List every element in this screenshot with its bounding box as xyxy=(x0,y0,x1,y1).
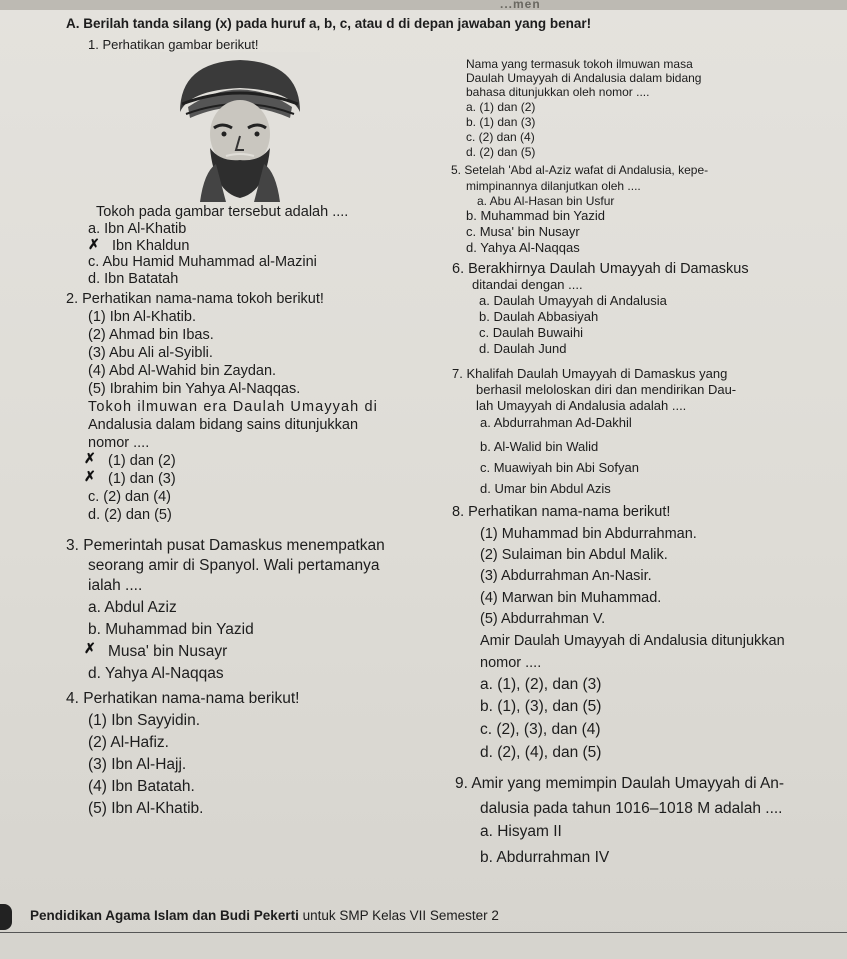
q2-stem: 2. Perhatikan nama-nama tokoh berikut! xyxy=(66,291,324,307)
q8-item-1: (1) Muhammad bin Abdurrahman. xyxy=(480,526,697,542)
footer-title: Pendidikan Agama Islam dan Budi Pekerti xyxy=(30,908,299,923)
page-tab xyxy=(0,904,12,930)
q8-line-2: nomor .... xyxy=(480,655,542,671)
q8-stem: 8. Perhatikan nama-nama berikut! xyxy=(452,504,671,520)
q1c-option-c[interactable]: c. (2) dan (4) xyxy=(466,130,535,144)
q5-option-d[interactable]: d. Yahya Al-Naqqas xyxy=(466,240,580,255)
q1-option-a[interactable]: a. Ibn Al-Khatib xyxy=(88,221,187,237)
section-instruction: A. Berilah tanda silang (x) pada huruf a, b, c, atau d di depan jawaban yang benar! xyxy=(66,16,592,31)
q4-item-1: (1) Ibn Sayyidin. xyxy=(88,712,200,729)
q7-line-2: berhasil meloloskan diri dan mendirikan Dau- xyxy=(476,382,737,397)
q6-line-2: ditandai dengan .... xyxy=(472,277,583,292)
book-footer xyxy=(30,909,499,923)
q1-option-d[interactable]: d. Ibn Batatah xyxy=(88,271,179,287)
top-band xyxy=(0,0,847,10)
q7-line-1: 7. Khalifah Daulah Umayyah di Damaskus yang xyxy=(452,366,728,381)
q9-option-a[interactable]: a. Hisyam II xyxy=(480,823,562,840)
q1c-line-1: Nama yang termasuk tokoh ilmuwan masa xyxy=(466,57,693,71)
q2-question-line-1: Tokoh ilmuwan era Daulah Umayyah di xyxy=(88,399,378,415)
q5-option-c[interactable]: c. Musa' bin Nusayr xyxy=(466,224,580,239)
footer-subtitle: untuk SMP Kelas VII Semester 2 xyxy=(298,908,499,923)
q4-item-3: (3) Ibn Al-Hajj. xyxy=(88,756,187,773)
q7-option-c[interactable]: c. Muawiyah bin Abi Sofyan xyxy=(480,460,639,475)
scholar-portrait xyxy=(160,52,320,202)
q1c-option-a[interactable]: a. (1) dan (2) xyxy=(466,100,536,114)
q8-item-5: (5) Abdurrahman V. xyxy=(480,611,606,627)
q8-line-1: Amir Daulah Umayyah di Andalusia ditunjukkan xyxy=(480,633,785,649)
cross-mark-icon: ✗ xyxy=(84,640,96,656)
q2-item-3: (3) Abu Ali al-Syibli. xyxy=(88,345,213,361)
q2-option-c[interactable]: c. (2) dan (4) xyxy=(88,489,171,505)
q1c-line-3: bahasa ditunjukkan oleh nomor .... xyxy=(466,85,650,99)
q5-line-2: mimpinannya dilanjutkan oleh .... xyxy=(466,179,641,193)
cross-mark-icon: ✗ xyxy=(88,236,100,252)
q8-option-b[interactable]: b. (1), (3), dan (5) xyxy=(480,698,602,715)
q2-option-a[interactable]: (1) dan (2) xyxy=(108,453,176,469)
q8-option-a[interactable]: a. (1), (2), dan (3) xyxy=(480,676,602,693)
footer-rule xyxy=(0,932,847,933)
q8-item-2: (2) Sulaiman bin Abdul Malik. xyxy=(480,547,668,563)
q2-question-line-2: Andalusia dalam bidang sains ditunjukkan xyxy=(88,417,359,433)
q2-item-1: (1) Ibn Al-Khatib. xyxy=(88,309,196,325)
q6-option-a[interactable]: a. Daulah Umayyah di Andalusia xyxy=(479,293,667,308)
q1-option-c[interactable]: c. Abu Hamid Muhammad al-Mazini xyxy=(88,254,317,270)
q1-caption: Tokoh pada gambar tersebut adalah .... xyxy=(96,204,349,220)
q8-option-c[interactable]: c. (2), (3), dan (4) xyxy=(480,721,601,738)
q7-option-b[interactable]: b. Al-Walid bin Walid xyxy=(480,439,599,454)
q2-question-line-3: nomor .... xyxy=(88,435,150,451)
q2-option-b[interactable]: (1) dan (3) xyxy=(108,471,176,487)
q3-option-b[interactable]: b. Muhammad bin Yazid xyxy=(88,621,254,638)
q9-line-2: dalusia pada tahun 1016–1018 M adalah .... xyxy=(480,800,783,817)
cross-mark-icon: ✗ xyxy=(84,468,96,484)
q6-option-c[interactable]: c. Daulah Buwaihi xyxy=(479,325,584,340)
cross-mark-icon: ✗ xyxy=(84,450,96,466)
q3-line-2: seorang amir di Spanyol. Wali pertamanya xyxy=(88,557,380,574)
q1-option-b[interactable]: Ibn Khaldun xyxy=(112,238,190,254)
q5-option-a[interactable]: a. Abu Al-Hasan bin Usfur xyxy=(477,194,615,208)
top-band-label: ...men xyxy=(500,0,541,11)
q3-option-a[interactable]: a. Abdul Aziz xyxy=(88,599,177,616)
q4-item-4: (4) Ibn Batatah. xyxy=(88,778,195,795)
q3-option-d[interactable]: d. Yahya Al-Naqqas xyxy=(88,665,224,682)
q2-item-2: (2) Ahmad bin Ibas. xyxy=(88,327,214,343)
q8-item-4: (4) Marwan bin Muhammad. xyxy=(480,590,662,606)
q3-option-c[interactable]: Musa' bin Nusayr xyxy=(108,643,228,660)
q7-line-3: lah Umayyah di Andalusia adalah .... xyxy=(476,398,687,413)
q3-line-3: ialah .... xyxy=(88,577,143,594)
q4-item-2: (2) Al-Hafiz. xyxy=(88,734,169,751)
q6-line-1: 6. Berakhirnya Daulah Umayyah di Damaskus xyxy=(452,261,749,277)
q1-stem: 1. Perhatikan gambar berikut! xyxy=(88,37,259,52)
q5-line-1: 5. Setelah 'Abd al-Aziz wafat di Andalusia, kepe- xyxy=(451,163,709,177)
q8-item-3: (3) Abdurrahman An-Nasir. xyxy=(480,568,652,584)
q5-option-b[interactable]: b. Muhammad bin Yazid xyxy=(466,208,605,223)
q6-option-b[interactable]: b. Daulah Abbasiyah xyxy=(479,309,599,324)
q4-item-5: (5) Ibn Al-Khatib. xyxy=(88,800,204,817)
q9-line-1: 9. Amir yang memimpin Daulah Umayyah di An- xyxy=(455,775,785,792)
q2-item-4: (4) Abd Al-Wahid bin Zaydan. xyxy=(88,363,277,379)
q9-option-b[interactable]: b. Abdurrahman IV xyxy=(480,849,610,866)
q1c-option-b[interactable]: b. (1) dan (3) xyxy=(466,115,536,129)
q2-option-d[interactable]: d. (2) dan (5) xyxy=(88,507,172,523)
q2-item-5: (5) Ibrahim bin Yahya Al-Naqqas. xyxy=(88,381,301,397)
q3-line-1: 3. Pemerintah pusat Damaskus menempatkan xyxy=(66,537,385,554)
q4-stem: 4. Perhatikan nama-nama berikut! xyxy=(66,690,300,707)
q1c-line-2: Daulah Umayyah di Andalusia dalam bidang xyxy=(466,71,702,85)
q1c-option-d[interactable]: d. (2) dan (5) xyxy=(466,145,536,159)
q8-option-d[interactable]: d. (2), (4), dan (5) xyxy=(480,744,602,761)
q7-option-a[interactable]: a. Abdurrahman Ad-Dakhil xyxy=(480,415,632,430)
q7-option-d[interactable]: d. Umar bin Abdul Azis xyxy=(480,481,611,496)
q6-option-d[interactable]: d. Daulah Jund xyxy=(479,341,567,356)
